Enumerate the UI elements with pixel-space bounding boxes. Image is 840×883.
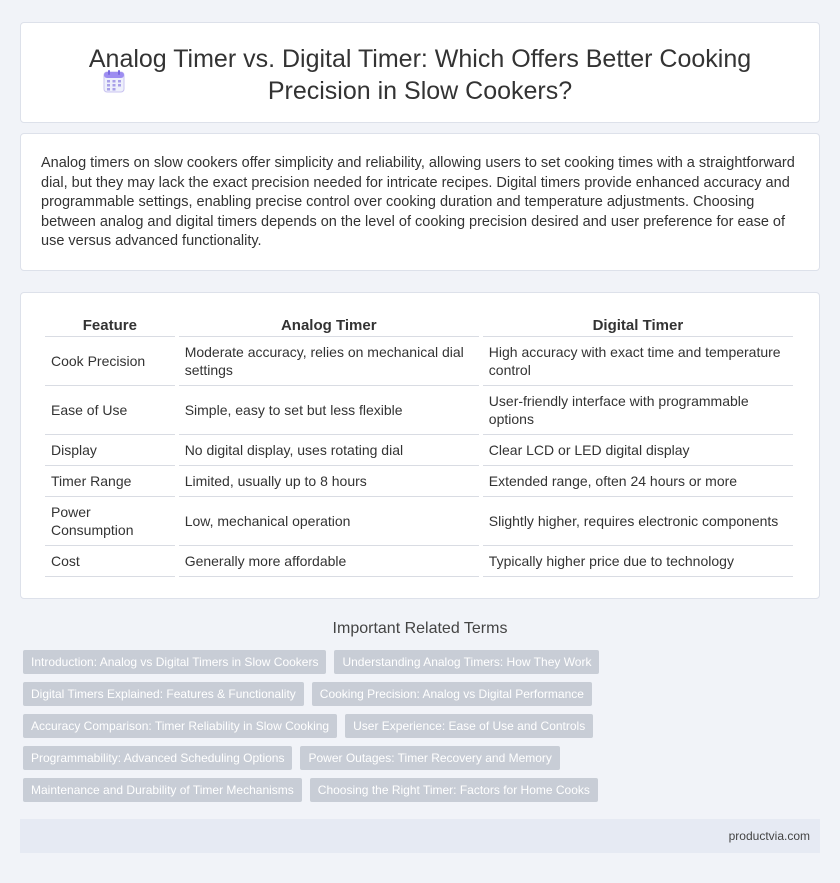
table-cell: Low, mechanical operation [179, 497, 479, 546]
table-cell: Slightly higher, requires electronic components [483, 497, 793, 546]
table-header-digital: Digital Timer [483, 315, 793, 337]
page-title: Analog Timer vs. Digital Timer: Which Offers Better Cooking Precision in Slow Cookers? [88, 45, 752, 105]
table-cell: Typically higher price due to technology [483, 546, 793, 577]
table-row [45, 466, 793, 497]
table-cell: High accuracy with exact time and temperature control [483, 337, 793, 386]
table-cell: Simple, easy to set but less flexible [179, 386, 479, 435]
related-tag[interactable]: Maintenance and Durability of Timer Mechanisms [23, 778, 302, 802]
related-tag[interactable]: Introduction: Analog vs Digital Timers in Slow Cookers [23, 650, 326, 674]
intro-card [20, 133, 820, 271]
related-tag[interactable]: Power Outages: Timer Recovery and Memory [300, 746, 559, 770]
table-cell: User-friendly interface with programmable options [483, 386, 793, 435]
table-cell: Timer Range [45, 466, 175, 497]
related-tag[interactable]: Cooking Precision: Analog vs Digital Performance [312, 682, 592, 706]
table-cell: Clear LCD or LED digital display [483, 435, 793, 466]
related-tag[interactable]: Accuracy Comparison: Timer Reliability in Slow Cooking [23, 714, 337, 738]
table-row [45, 386, 793, 435]
table-cell: Generally more affordable [179, 546, 479, 577]
title-card [20, 22, 820, 123]
table-cell: Cost [45, 546, 175, 577]
footer-site-link[interactable]: productvia.com [728, 829, 810, 843]
related-terms-section [20, 620, 820, 810]
related-tag[interactable]: Programmability: Advanced Scheduling Options [23, 746, 292, 770]
related-terms-heading: Important Related Terms [332, 620, 508, 637]
intro-paragraph: Analog timers on slow cookers offer simplicity and reliability, allowing users to set cooking times with a straightforward dial, but they may lack the exact precision needed for intricate recipes. Digital timers provide enhanced accuracy and programmable settings, enabling precise control over cooking duration and temperature adjustments. Choosing between analog and digital timers depends on the level of cooking precision desired and user preference for ease of use versus advanced functionality. [41, 155, 795, 249]
table-row [45, 337, 793, 386]
table-cell: Limited, usually up to 8 hours [179, 466, 479, 497]
table-row [45, 497, 793, 546]
table-cell: Ease of Use [45, 386, 175, 435]
table-header-feature: Feature [45, 315, 175, 337]
table-row [45, 546, 793, 577]
related-tag[interactable]: Digital Timers Explained: Features & Functionality [23, 682, 304, 706]
table-cell: Power Consumption [45, 497, 175, 546]
related-tags [20, 650, 820, 802]
comparison-table [41, 315, 797, 577]
table-cell: No digital display, uses rotating dial [179, 435, 479, 466]
table-cell: Moderate accuracy, relies on mechanical dial settings [179, 337, 479, 386]
footer [20, 819, 820, 853]
related-tag[interactable]: Understanding Analog Timers: How They Work [334, 650, 599, 674]
table-cell: Cook Precision [45, 337, 175, 386]
related-tag[interactable]: Choosing the Right Timer: Factors for Home Cooks [310, 778, 598, 802]
table-header-analog: Analog Timer [179, 315, 479, 337]
table-cell: Display [45, 435, 175, 466]
comparison-table-card [20, 292, 820, 599]
table-row [45, 435, 793, 466]
table-cell: Extended range, often 24 hours or more [483, 466, 793, 497]
related-tag[interactable]: User Experience: Ease of Use and Controls [345, 714, 593, 738]
